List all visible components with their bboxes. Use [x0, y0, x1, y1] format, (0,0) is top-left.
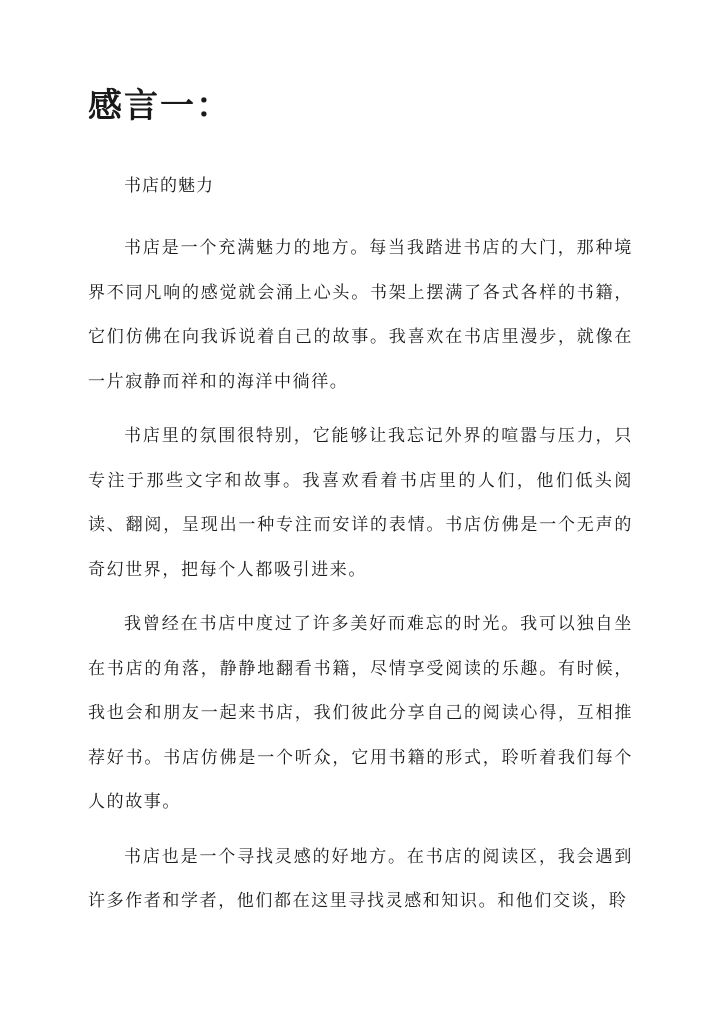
subtitle: 书店的魅力	[124, 176, 214, 196]
body-text	[88, 226, 633, 934]
paragraph-4: 书店也是一个寻找灵感的好地方。在书店的阅读区，我会遇到许多作者和学者，他们都在这里寻找灵感和知识。和他们交谈，聆	[88, 846, 633, 911]
paragraph-2: 书店里的氛围很特别，它能够让我忘记外界的喧嚣与压力，只专注于那些文字和故事。我喜欢看着书店里的人们，他们低头阅读、翻阅，呈现出一种专注而安详的表情。书店仿佛是一个无声的奇幻世界，把每个人都吸引进来。	[88, 426, 633, 580]
paragraph-3: 我曾经在书店中度过了许多美好而难忘的时光。我可以独自坐在书店的角落，静静地翻看书籍，尽情享受阅读的乐趣。有时候，我也会和朋友一起来书店，我们彼此分享自己的阅读心得，互相推荐好书。书店仿佛是一个听众，它用书籍的形式，聆听着我们每个人的故事。	[88, 614, 633, 812]
page-title: 感言一：	[88, 86, 232, 126]
paragraph-1: 书店是一个充满魅力的地方。每当我踏进书店的大门，那种境界不同凡响的感觉就会涌上心头。书架上摆满了各式各样的书籍，它们仿佛在向我诉说着自己的故事。我喜欢在书店里漫步，就像在一片寂静而祥和的海洋中徜徉。	[88, 238, 633, 392]
